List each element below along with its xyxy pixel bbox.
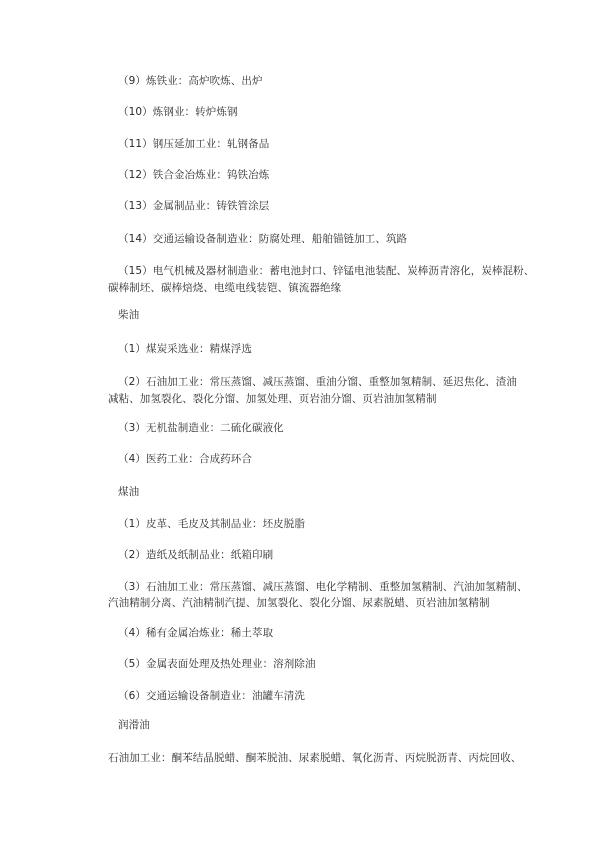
list-item-petroleum-processing-continued: 减粘、加氢裂化、裂化分馏、加氢处理、页岩油分馏、页岩油加氢精制	[108, 393, 437, 405]
list-item-steel-rolling: （11）钢压延加工业：轧钢备品	[118, 138, 270, 150]
list-item-paper: （2）造纸及纸制品业：纸箱印刷	[118, 549, 274, 561]
list-item-electrical-machinery: （15）电气机械及器材制造业：蓄电池封口、锌锰电池装配、炭棒沥青溶化，炭棒混粉、	[118, 265, 535, 277]
paragraph-lubricating-oil-petroleum: 石油加工业：酮苯结晶脱蜡、酮苯脱油、尿素脱蜡、氧化沥青、丙烷脱沥青、丙烷回收、	[108, 752, 522, 764]
list-item-inorganic-salt: （3）无机盐制造业：二硫化碳液化	[118, 422, 284, 434]
list-item-rare-metal: （4）稀有金属冶炼业：稀土萃取	[118, 627, 274, 639]
list-item-steelmaking: （10）炼钢业：转炉炼钢	[118, 106, 238, 118]
list-item-pharmaceutical: （4）医药工业：合成药环合	[118, 453, 252, 465]
list-item-ironmaking: （9）炼铁业：高炉吹炼、出炉	[118, 75, 263, 87]
list-item-electrical-machinery-continued: 碳棒制坯、碳棒焙烧、电缆电线装铠、镇流器绝缘	[108, 282, 342, 294]
list-item-leather: （1）皮革、毛皮及其制品业：坯皮脱脂	[118, 518, 305, 530]
list-item-transport-equipment: （14）交通运输设备制造业：防腐处理、船舶锚链加工、筑路	[118, 233, 408, 245]
list-item-petroleum-processing-kerosene: （3）石油加工业：常压蒸馏、减压蒸馏、电化学精制、重整加氢精制、汽油加氢精制、	[118, 581, 528, 593]
list-item-metal-products: （13）金属制品业：铸铁管涂层	[118, 200, 270, 212]
list-item-metal-surface-treatment: （5）金属表面处理及热处理业：溶剂除油	[118, 658, 316, 670]
list-item-coal-mining: （1）煤炭采选业：精煤浮选	[118, 343, 252, 355]
list-item-ferroalloy: （12）铁合金冶炼业：钨铁冶炼	[118, 169, 270, 181]
section-heading-kerosene: 煤油	[118, 486, 140, 498]
list-item-petroleum-processing: （2）石油加工业：常压蒸馏、减压蒸馏、重油分馏、重整加氢精制、延迟焦化、渣油	[118, 376, 517, 388]
list-item-transport-equipment-kerosene: （6）交通运输设备制造业：油罐车清洗	[118, 690, 305, 702]
list-item-petroleum-processing-kerosene-continued: 汽油精制分离、汽油精制汽提、加氢裂化、裂化分馏、尿素脱蜡、页岩油加氢精制	[108, 597, 490, 609]
section-heading-lubricating-oil: 润滑油	[118, 719, 150, 731]
section-heading-diesel: 柴油	[118, 309, 140, 321]
